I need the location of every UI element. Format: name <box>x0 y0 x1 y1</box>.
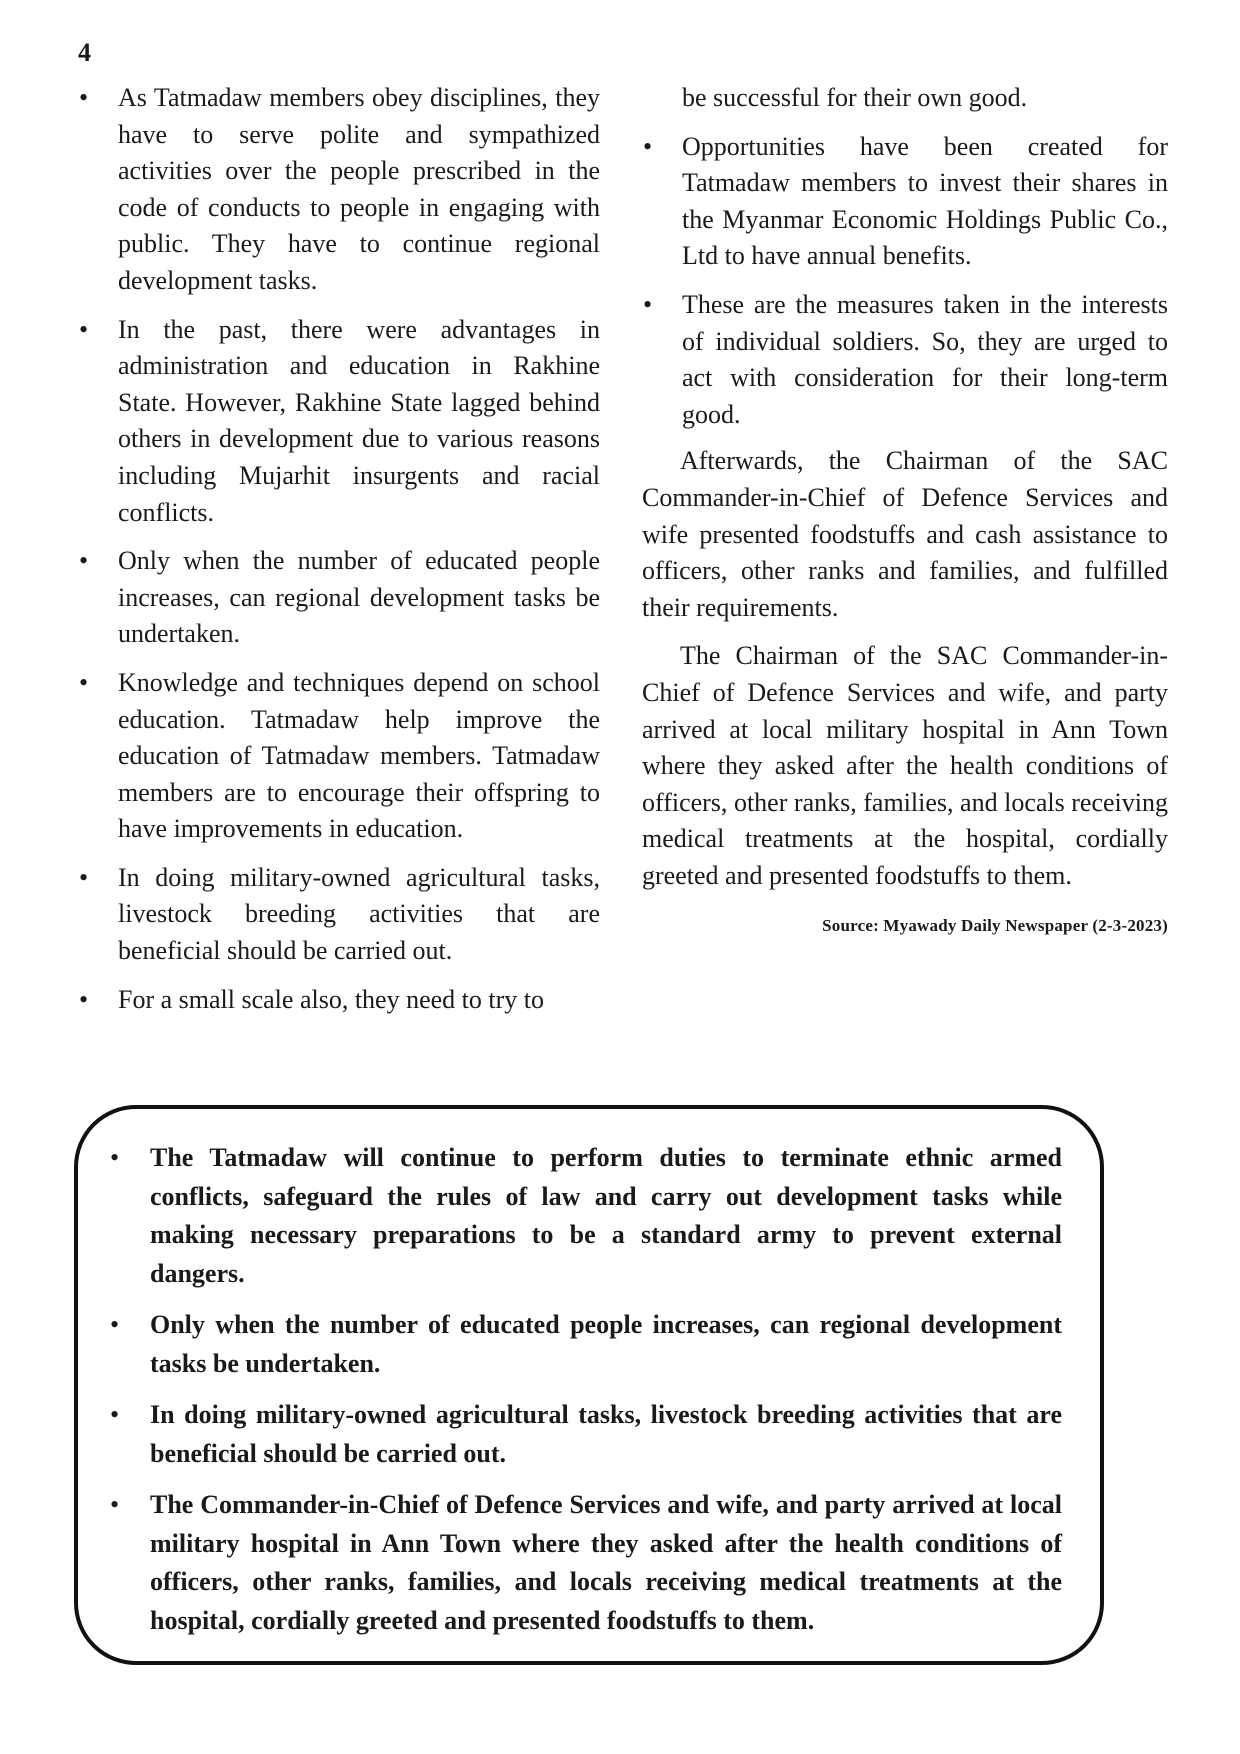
paragraph-hospital-visit: The Chairman of the SAC Commander-in-Chief of Defence Services and wife, and party arrived at local military hospital in Ann Town where they asked after the health conditions of officers, other ranks, families, and locals receiving medical treatments at the hospital, cordially greeted and presented foodstuffs to them. <box>642 641 1168 890</box>
page-number: 4 <box>78 38 91 67</box>
article-body <box>78 80 1168 1070</box>
source-citation: Source: Myawady Daily Newspaper (2-3-2023) <box>822 916 1168 936</box>
left-column <box>78 80 600 1018</box>
paragraph-afterwards: Afterwards, the Chairman of the SAC Commander-in-Chief of Defence Services and wife presented foodstuffs and cash assistance to officers, other ranks and families, and fulfilled their requirements. <box>642 446 1168 622</box>
right-bullet-1: • Opportunities have been created for Tatmadaw members to invest their shares in the Myanmar Economic Holdings Public Co., Ltd to have annual benefits. <box>642 129 1168 275</box>
right-column <box>642 80 1168 936</box>
summary-bullet-2: • Only when the number of educated people increases, can regional development tasks be undertaken. <box>108 1306 1062 1383</box>
left-bullet-1: • As Tatmadaw members obey disciplines, they have to serve polite and sympathized activities over the people prescribed in the code of conducts to people in engaging with public. They have to continue regional development tasks. <box>78 80 600 300</box>
summary-bullet-list <box>108 1139 1062 1640</box>
summary-bullet-1: • The Tatmadaw will continue to perform duties to terminate ethnic armed conflicts, safeguard the rules of law and carry out development tasks while making necessary preparations to be a standard army to prevent external dangers. <box>108 1139 1062 1293</box>
summary-bullet-3: • In doing military-owned agricultural tasks, livestock breeding activities that are beneficial should be carried out. <box>108 1396 1062 1473</box>
right-bullet-list <box>642 129 1168 434</box>
summary-box <box>74 1105 1104 1665</box>
left-bullet-list <box>78 80 600 1018</box>
bullet-continuation: be successful for their own good. <box>682 83 1028 112</box>
left-bullet-2: • In the past, there were advantages in administration and education in Rakhine State. However, Rakhine State lagged behind others in development due to various reasons including Mujarhit insurgents and racial conflicts. <box>78 312 600 532</box>
left-bullet-4: • Knowledge and techniques depend on school education. Tatmadaw help improve the education of Tatmadaw members. Tatmadaw members are to encourage their offspring to have improvements in education. <box>78 665 600 848</box>
summary-bullet-4: • The Commander-in-Chief of Defence Services and wife, and party arrived at local military hospital in Ann Town where they asked after the health conditions of officers, other ranks, families, and locals receiving medical treatments at the hospital, cordially greeted and presented foodstuffs to them. <box>108 1486 1062 1640</box>
left-bullet-6: • For a small scale also, they need to try to <box>78 982 600 1019</box>
left-bullet-3: • Only when the number of educated people increases, can regional development tasks be undertaken. <box>78 543 600 653</box>
left-bullet-5: • In doing military-owned agricultural tasks, livestock breeding activities that are beneficial should be carried out. <box>78 860 600 970</box>
right-bullet-2: • These are the measures taken in the interests of individual soldiers. So, they are urged to act with consideration for their long-term good. <box>642 287 1168 433</box>
